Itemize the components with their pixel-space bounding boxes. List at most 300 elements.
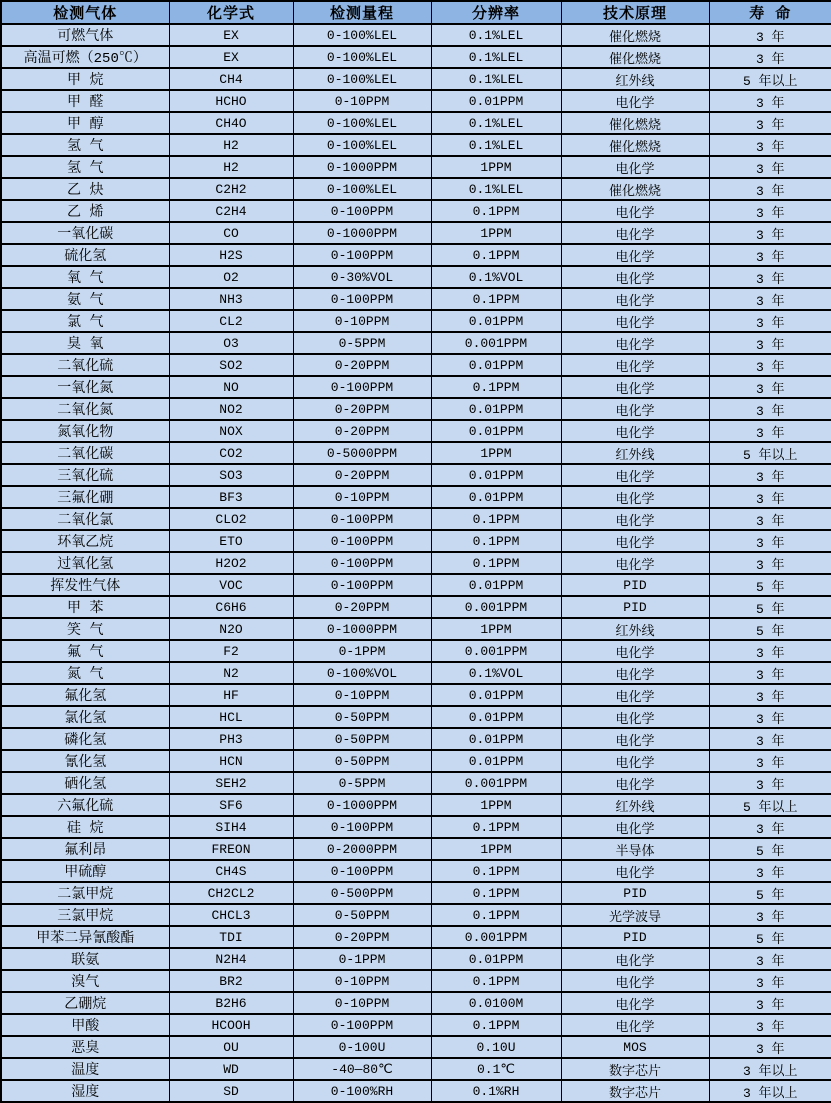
- table-row: [1, 992, 831, 1014]
- table-body: [1, 24, 831, 1102]
- table-cell: 0-100U: [293, 1036, 431, 1058]
- table-cell: 3 年: [709, 200, 831, 222]
- table-cell: 一氧化碳: [1, 222, 169, 244]
- table-cell: 0.1PPM: [431, 816, 561, 838]
- table-cell: H2O2: [169, 552, 293, 574]
- table-cell: 0.001PPM: [431, 640, 561, 662]
- table-cell: 0.01PPM: [431, 486, 561, 508]
- table-row: [1, 332, 831, 354]
- table-cell: 红外线: [561, 442, 709, 464]
- table-row: [1, 552, 831, 574]
- table-cell: 氟 气: [1, 640, 169, 662]
- table-row: [1, 948, 831, 970]
- table-cell: 0.001PPM: [431, 926, 561, 948]
- table-cell: 0.1PPM: [431, 200, 561, 222]
- table-cell: PID: [561, 574, 709, 596]
- column-header-1: 检测气体: [1, 1, 169, 24]
- table-cell: C6H6: [169, 596, 293, 618]
- table-cell: 0-2000PPM: [293, 838, 431, 860]
- table-cell: 催化燃烧: [561, 24, 709, 46]
- table-cell: 0.01PPM: [431, 90, 561, 112]
- table-cell: 0.1PPM: [431, 860, 561, 882]
- table-cell: 电化学: [561, 860, 709, 882]
- table-row: [1, 1080, 831, 1102]
- table-cell: 电化学: [561, 640, 709, 662]
- table-cell: 0.1PPM: [431, 508, 561, 530]
- table-cell: PID: [561, 926, 709, 948]
- table-row: [1, 508, 831, 530]
- column-header-3: 检测量程: [293, 1, 431, 24]
- table-cell: 磷化氢: [1, 728, 169, 750]
- table-cell: 乙 炔: [1, 178, 169, 200]
- table-cell: 0.1PPM: [431, 1014, 561, 1036]
- table-cell: 0-10PPM: [293, 684, 431, 706]
- table-cell: 催化燃烧: [561, 178, 709, 200]
- table-row: [1, 24, 831, 46]
- column-header-2: 化学式: [169, 1, 293, 24]
- table-row: [1, 1058, 831, 1080]
- table-cell: 3 年: [709, 508, 831, 530]
- table-cell: 可燃气体: [1, 24, 169, 46]
- table-cell: 联氨: [1, 948, 169, 970]
- table-cell: 0.01PPM: [431, 310, 561, 332]
- table-row: [1, 68, 831, 90]
- table-cell: 0-5PPM: [293, 332, 431, 354]
- table-cell: 电化学: [561, 156, 709, 178]
- table-cell: 3 年: [709, 420, 831, 442]
- table-cell: 电化学: [561, 772, 709, 794]
- table-cell: 5 年以上: [709, 794, 831, 816]
- table-cell: SD: [169, 1080, 293, 1102]
- table-cell: NO: [169, 376, 293, 398]
- table-cell: 电化学: [561, 992, 709, 1014]
- table-cell: EX: [169, 24, 293, 46]
- table-cell: BR2: [169, 970, 293, 992]
- table-cell: 0-20PPM: [293, 926, 431, 948]
- table-cell: 3 年: [709, 750, 831, 772]
- table-cell: CO2: [169, 442, 293, 464]
- table-cell: 3 年: [709, 266, 831, 288]
- table-row: [1, 816, 831, 838]
- table-cell: 数字芯片: [561, 1080, 709, 1102]
- table-cell: PH3: [169, 728, 293, 750]
- table-cell: 1PPM: [431, 442, 561, 464]
- table-cell: CH4S: [169, 860, 293, 882]
- table-cell: HCOOH: [169, 1014, 293, 1036]
- table-cell: CL2: [169, 310, 293, 332]
- table-cell: N2: [169, 662, 293, 684]
- table-cell: FREON: [169, 838, 293, 860]
- table-row: [1, 970, 831, 992]
- table-cell: 0-100PPM: [293, 244, 431, 266]
- table-cell: VOC: [169, 574, 293, 596]
- table-row: [1, 882, 831, 904]
- table-cell: 催化燃烧: [561, 46, 709, 68]
- table-cell: 1PPM: [431, 222, 561, 244]
- table-cell: 3 年: [709, 1036, 831, 1058]
- table-row: [1, 156, 831, 178]
- table-cell: 0-100%LEL: [293, 68, 431, 90]
- table-row: [1, 772, 831, 794]
- table-cell: 0.1%LEL: [431, 134, 561, 156]
- table-cell: CH4: [169, 68, 293, 90]
- table-cell: 0.1%LEL: [431, 46, 561, 68]
- table-cell: 0-100PPM: [293, 860, 431, 882]
- table-cell: 0-10PPM: [293, 486, 431, 508]
- table-cell: 3 年: [709, 464, 831, 486]
- table-cell: MOS: [561, 1036, 709, 1058]
- table-cell: SEH2: [169, 772, 293, 794]
- table-cell: WD: [169, 1058, 293, 1080]
- column-header-6: 寿 命: [709, 1, 831, 24]
- table-cell: 电化学: [561, 90, 709, 112]
- table-cell: 光学波导: [561, 904, 709, 926]
- table-cell: 硫化氢: [1, 244, 169, 266]
- table-row: [1, 244, 831, 266]
- table-cell: 5 年: [709, 574, 831, 596]
- table-cell: 硒化氢: [1, 772, 169, 794]
- table-cell: 电化学: [561, 332, 709, 354]
- table-row: [1, 794, 831, 816]
- table-cell: HF: [169, 684, 293, 706]
- table-cell: C2H4: [169, 200, 293, 222]
- table-cell: 5 年: [709, 618, 831, 640]
- table-cell: 1PPM: [431, 794, 561, 816]
- table-cell: 甲苯二异氰酸酯: [1, 926, 169, 948]
- table-cell: 氟利昂: [1, 838, 169, 860]
- table-cell: 电化学: [561, 310, 709, 332]
- table-row: [1, 728, 831, 750]
- table-cell: 笑 气: [1, 618, 169, 640]
- table-cell: 0.1%VOL: [431, 266, 561, 288]
- table-cell: 三氯甲烷: [1, 904, 169, 926]
- table-cell: 3 年: [709, 134, 831, 156]
- table-cell: 0.01PPM: [431, 750, 561, 772]
- table-row: [1, 838, 831, 860]
- table-cell: 3 年: [709, 728, 831, 750]
- table-cell: 电化学: [561, 398, 709, 420]
- table-cell: 一氧化氮: [1, 376, 169, 398]
- table-cell: 0-100%LEL: [293, 178, 431, 200]
- table-cell: 3 年: [709, 24, 831, 46]
- table-cell: 过氧化氢: [1, 552, 169, 574]
- table-cell: 0.01PPM: [431, 464, 561, 486]
- table-cell: 甲 苯: [1, 596, 169, 618]
- table-cell: CO: [169, 222, 293, 244]
- table-cell: 0-1PPM: [293, 948, 431, 970]
- table-cell: 电化学: [561, 266, 709, 288]
- table-cell: 0.01PPM: [431, 684, 561, 706]
- table-cell: N2H4: [169, 948, 293, 970]
- table-cell: 0.1PPM: [431, 244, 561, 266]
- table-cell: 0.1%LEL: [431, 68, 561, 90]
- table-cell: PID: [561, 882, 709, 904]
- table-cell: 电化学: [561, 464, 709, 486]
- table-cell: 电化学: [561, 552, 709, 574]
- table-cell: 0.01PPM: [431, 706, 561, 728]
- table-cell: 0-20PPM: [293, 420, 431, 442]
- table-cell: 挥发性气体: [1, 574, 169, 596]
- table-row: [1, 860, 831, 882]
- table-cell: 3 年: [709, 46, 831, 68]
- table-row: [1, 904, 831, 926]
- table-cell: 电化学: [561, 750, 709, 772]
- table-cell: 甲酸: [1, 1014, 169, 1036]
- table-cell: 电化学: [561, 354, 709, 376]
- table-cell: B2H6: [169, 992, 293, 1014]
- table-cell: CH2CL2: [169, 882, 293, 904]
- table-cell: H2: [169, 134, 293, 156]
- table-cell: 氮 气: [1, 662, 169, 684]
- table-cell: N2O: [169, 618, 293, 640]
- table-cell: SO2: [169, 354, 293, 376]
- table-cell: 5 年: [709, 596, 831, 618]
- table-cell: 红外线: [561, 794, 709, 816]
- table-cell: 0-5PPM: [293, 772, 431, 794]
- table-cell: 5 年以上: [709, 68, 831, 90]
- table-cell: 3 年: [709, 640, 831, 662]
- table-cell: 3 年: [709, 1014, 831, 1036]
- table-cell: 0-50PPM: [293, 728, 431, 750]
- table-row: [1, 486, 831, 508]
- table-cell: 氨 气: [1, 288, 169, 310]
- table-cell: CHCL3: [169, 904, 293, 926]
- table-cell: 氮氧化物: [1, 420, 169, 442]
- table-cell: NH3: [169, 288, 293, 310]
- table-cell: CLO2: [169, 508, 293, 530]
- table-cell: 三氧化硫: [1, 464, 169, 486]
- column-header-4: 分辨率: [431, 1, 561, 24]
- table-cell: 0.1%LEL: [431, 24, 561, 46]
- table-cell: F2: [169, 640, 293, 662]
- table-cell: 3 年: [709, 860, 831, 882]
- table-row: [1, 618, 831, 640]
- table-cell: 3 年: [709, 90, 831, 112]
- table-cell: 0.1PPM: [431, 904, 561, 926]
- table-cell: 二氧化碳: [1, 442, 169, 464]
- table-cell: 温度: [1, 1058, 169, 1080]
- table-cell: 0-100%LEL: [293, 112, 431, 134]
- table-cell: 0.01PPM: [431, 398, 561, 420]
- table-cell: 3 年以上: [709, 1080, 831, 1102]
- table-cell: 电化学: [561, 728, 709, 750]
- table-cell: 0-100%VOL: [293, 662, 431, 684]
- table-cell: 二氯甲烷: [1, 882, 169, 904]
- table-cell: NOX: [169, 420, 293, 442]
- table-row: [1, 310, 831, 332]
- table-cell: 0.1%RH: [431, 1080, 561, 1102]
- table-cell: 二氧化氮: [1, 398, 169, 420]
- table-cell: 电化学: [561, 420, 709, 442]
- table-cell: 0-50PPM: [293, 706, 431, 728]
- table-cell: 0-50PPM: [293, 904, 431, 926]
- table-cell: 3 年: [709, 772, 831, 794]
- table-cell: 0-20PPM: [293, 354, 431, 376]
- table-cell: 0.01PPM: [431, 728, 561, 750]
- table-row: [1, 464, 831, 486]
- table-cell: 六氟化硫: [1, 794, 169, 816]
- table-row: [1, 706, 831, 728]
- table-cell: 0-100%LEL: [293, 24, 431, 46]
- table-cell: 0.1PPM: [431, 970, 561, 992]
- table-cell: 电化学: [561, 970, 709, 992]
- table-cell: SF6: [169, 794, 293, 816]
- table-cell: 0-100PPM: [293, 508, 431, 530]
- table-cell: OU: [169, 1036, 293, 1058]
- table-cell: 1PPM: [431, 618, 561, 640]
- table-cell: ETO: [169, 530, 293, 552]
- table-row: [1, 442, 831, 464]
- table-row: [1, 222, 831, 244]
- table-cell: HCL: [169, 706, 293, 728]
- table-row: [1, 420, 831, 442]
- table-cell: 3 年: [709, 332, 831, 354]
- table-cell: SIH4: [169, 816, 293, 838]
- table-cell: 0.01PPM: [431, 354, 561, 376]
- table-cell: 3 年: [709, 354, 831, 376]
- table-cell: 电化学: [561, 706, 709, 728]
- table-cell: 5 年: [709, 838, 831, 860]
- table-cell: 催化燃烧: [561, 112, 709, 134]
- table-row: [1, 574, 831, 596]
- table-cell: 高温可燃（250℃）: [1, 46, 169, 68]
- table-cell: 0-100PPM: [293, 200, 431, 222]
- table-cell: 甲 烷: [1, 68, 169, 90]
- table-cell: 3 年: [709, 904, 831, 926]
- table-cell: 乙 烯: [1, 200, 169, 222]
- table-row: [1, 750, 831, 772]
- table-cell: 0.1PPM: [431, 552, 561, 574]
- table-cell: 0.0100M: [431, 992, 561, 1014]
- table-cell: 3 年: [709, 948, 831, 970]
- table-row: [1, 926, 831, 948]
- table-row: [1, 376, 831, 398]
- table-cell: 3 年: [709, 222, 831, 244]
- table-cell: 0-100%RH: [293, 1080, 431, 1102]
- table-cell: BF3: [169, 486, 293, 508]
- table-cell: 0-10PPM: [293, 992, 431, 1014]
- table-cell: 3 年: [709, 310, 831, 332]
- table-cell: 0.01PPM: [431, 948, 561, 970]
- table-cell: 3 年: [709, 816, 831, 838]
- table-cell: 0-10PPM: [293, 970, 431, 992]
- table-cell: 二氧化硫: [1, 354, 169, 376]
- table-cell: 数字芯片: [561, 1058, 709, 1080]
- table-cell: 氟化氢: [1, 684, 169, 706]
- table-cell: 溴气: [1, 970, 169, 992]
- table-cell: 0-100PPM: [293, 574, 431, 596]
- table-row: [1, 354, 831, 376]
- table-cell: 臭 氧: [1, 332, 169, 354]
- table-cell: 0-1000PPM: [293, 618, 431, 640]
- table-row: [1, 662, 831, 684]
- table-cell: 3 年: [709, 376, 831, 398]
- table-cell: 甲硫醇: [1, 860, 169, 882]
- table-cell: 0.01PPM: [431, 420, 561, 442]
- table-cell: 3 年以上: [709, 1058, 831, 1080]
- table-cell: 电化学: [561, 684, 709, 706]
- table-cell: 0-1PPM: [293, 640, 431, 662]
- table-cell: 3 年: [709, 706, 831, 728]
- table-cell: 硅 烷: [1, 816, 169, 838]
- table-cell: 电化学: [561, 200, 709, 222]
- table-cell: 0.1PPM: [431, 288, 561, 310]
- table-cell: 三氟化硼: [1, 486, 169, 508]
- table-cell: 电化学: [561, 662, 709, 684]
- table-cell: C2H2: [169, 178, 293, 200]
- table-row: [1, 90, 831, 112]
- table-cell: TDI: [169, 926, 293, 948]
- table-cell: 0-100PPM: [293, 816, 431, 838]
- table-row: [1, 200, 831, 222]
- table-row: [1, 112, 831, 134]
- table-cell: 甲 醇: [1, 112, 169, 134]
- table-cell: 0.10U: [431, 1036, 561, 1058]
- table-row: [1, 1014, 831, 1036]
- table-row: [1, 178, 831, 200]
- table-cell: 电化学: [561, 816, 709, 838]
- table-cell: 0.001PPM: [431, 596, 561, 618]
- table-cell: 0-1000PPM: [293, 794, 431, 816]
- table-cell: 3 年: [709, 112, 831, 134]
- table-cell: 电化学: [561, 376, 709, 398]
- table-cell: 0.1PPM: [431, 882, 561, 904]
- table-cell: 0-100PPM: [293, 552, 431, 574]
- table-cell: PID: [561, 596, 709, 618]
- table-cell: 3 年: [709, 530, 831, 552]
- table-row: [1, 640, 831, 662]
- table-cell: CH4O: [169, 112, 293, 134]
- table-cell: 催化燃烧: [561, 134, 709, 156]
- table-cell: 3 年: [709, 552, 831, 574]
- table-cell: 环氧乙烷: [1, 530, 169, 552]
- table-cell: 0-5000PPM: [293, 442, 431, 464]
- table-cell: 乙硼烷: [1, 992, 169, 1014]
- table-row: [1, 1036, 831, 1058]
- table-cell: 0-50PPM: [293, 750, 431, 772]
- table-cell: 0-100%LEL: [293, 46, 431, 68]
- table-cell: 电化学: [561, 530, 709, 552]
- table-cell: EX: [169, 46, 293, 68]
- table-cell: 0.1PPM: [431, 376, 561, 398]
- table-row: [1, 134, 831, 156]
- table-cell: 0-20PPM: [293, 464, 431, 486]
- table-cell: 恶臭: [1, 1036, 169, 1058]
- table-cell: 3 年: [709, 178, 831, 200]
- table-row: [1, 288, 831, 310]
- table-cell: 5 年: [709, 882, 831, 904]
- table-row: [1, 266, 831, 288]
- table-cell: 3 年: [709, 398, 831, 420]
- table-cell: 0.001PPM: [431, 332, 561, 354]
- table-cell: 3 年: [709, 970, 831, 992]
- table-cell: 氢 气: [1, 156, 169, 178]
- table-cell: 0-100%LEL: [293, 134, 431, 156]
- table-cell: 氯化氢: [1, 706, 169, 728]
- table-row: [1, 530, 831, 552]
- table-cell: 0.001PPM: [431, 772, 561, 794]
- table-cell: 氢 气: [1, 134, 169, 156]
- table-cell: 0.1PPM: [431, 530, 561, 552]
- table-cell: SO3: [169, 464, 293, 486]
- table-cell: 0-30%VOL: [293, 266, 431, 288]
- column-header-5: 技术原理: [561, 1, 709, 24]
- table-cell: O2: [169, 266, 293, 288]
- table-cell: 电化学: [561, 222, 709, 244]
- table-row: [1, 398, 831, 420]
- table-cell: 0-1000PPM: [293, 156, 431, 178]
- table-cell: 电化学: [561, 1014, 709, 1036]
